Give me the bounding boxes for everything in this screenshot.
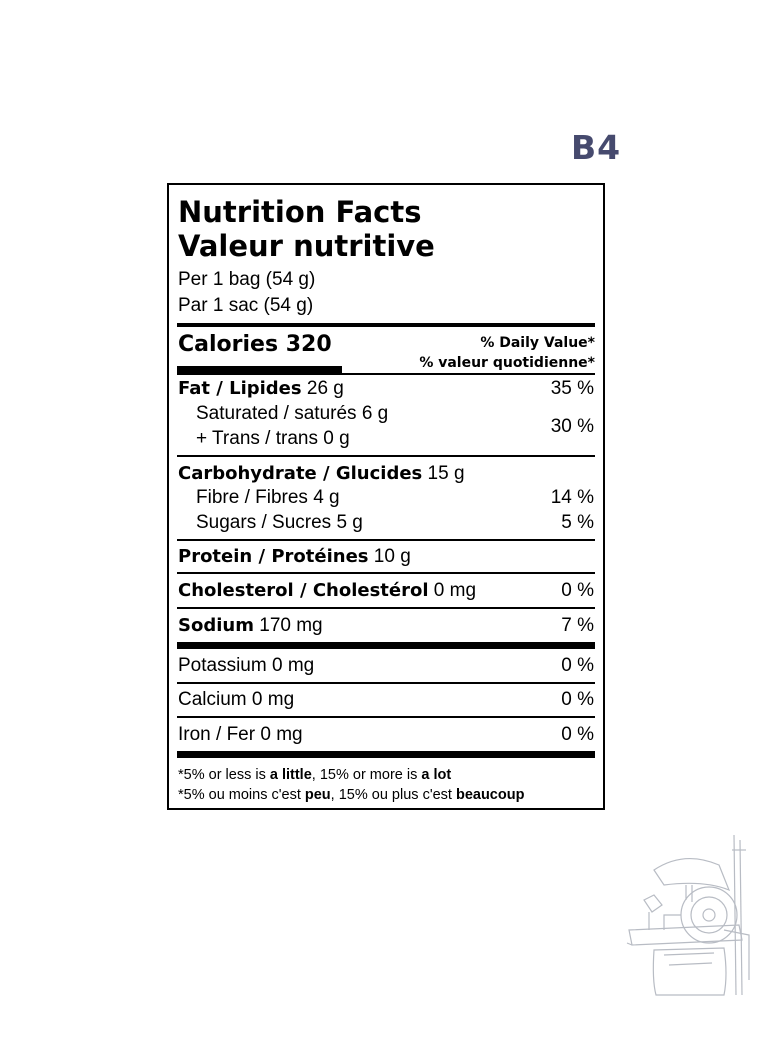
divider — [177, 607, 595, 609]
calories-value: 320 — [285, 332, 332, 357]
nutrition-facts-table — [167, 183, 605, 810]
sugars-label: Sugars / Sucres 5 g — [196, 512, 363, 533]
protein-amount: 10 g — [368, 546, 411, 567]
protein-label: Protein / Protéines — [178, 546, 369, 567]
fat-label: Fat / Lipides — [178, 378, 302, 399]
serving-size-french: Par 1 sac (54 g) — [178, 295, 314, 316]
saturated-trans-dv: 30 % — [550, 416, 594, 437]
sodium-amount: 170 mg — [253, 615, 323, 636]
title-french: Valeur nutritive — [178, 229, 435, 263]
fat-dv: 35 % — [550, 378, 594, 399]
potassium-row — [177, 655, 595, 681]
sodium-dv: 7 % — [561, 615, 594, 636]
iron-dv: 0 % — [561, 724, 594, 745]
title-english: Nutrition Facts — [178, 195, 422, 229]
footnote — [178, 765, 524, 805]
fibre-row — [177, 487, 595, 513]
sugars-row — [177, 512, 595, 538]
cholesterol-row — [177, 580, 595, 606]
calcium-dv: 0 % — [561, 689, 594, 710]
potassium-dv: 0 % — [561, 655, 594, 676]
trans-label: + Trans / trans 0 g — [196, 428, 350, 449]
divider — [177, 323, 595, 327]
divider — [177, 682, 595, 684]
saturated-trans-dv-row — [177, 416, 595, 442]
potassium-label: Potassium 0 mg — [178, 655, 315, 676]
product-code: B4 — [571, 128, 622, 167]
fat-row — [177, 378, 595, 404]
sodium-label: Sodium — [178, 615, 254, 636]
divider — [177, 716, 595, 718]
footnote-french: *5% ou moins c'est peu, 15% ou plus c'est beaucoup — [178, 787, 525, 803]
coffee-roaster-sketch-icon — [624, 830, 754, 1000]
iron-label: Iron / Fer 0 mg — [178, 724, 303, 745]
sugars-dv: 5 % — [561, 512, 594, 533]
cholesterol-amount: 0 mg — [428, 580, 477, 601]
calories-label: Calories — [178, 332, 279, 357]
daily-value-header — [419, 333, 595, 373]
divider — [177, 751, 595, 758]
serving-size-english: Per 1 bag (54 g) — [178, 269, 316, 290]
divider — [177, 539, 595, 541]
divider — [177, 642, 595, 649]
iron-row — [177, 724, 595, 750]
calories-bar — [177, 366, 342, 373]
divider — [177, 572, 595, 574]
daily-value-english: % Daily Value* — [480, 335, 595, 351]
fibre-label: Fibre / Fibres 4 g — [196, 487, 340, 508]
carbohydrate-label: Carbohydrate / Glucides — [178, 463, 423, 484]
calories — [178, 332, 332, 357]
carbohydrate-amount: 15 g — [422, 463, 465, 484]
daily-value-french: % valeur quotidienne* — [419, 355, 595, 371]
carbohydrate-row — [177, 463, 595, 489]
saturated-label: Saturated / saturés 6 g — [196, 403, 389, 424]
fat-amount: 26 g — [301, 378, 344, 399]
fibre-dv: 14 % — [550, 487, 594, 508]
divider — [177, 455, 595, 457]
sodium-row — [177, 615, 595, 641]
cholesterol-dv: 0 % — [561, 580, 594, 601]
calcium-label: Calcium 0 mg — [178, 689, 295, 710]
divider — [177, 373, 595, 375]
footnote-english: *5% or less is a little, 15% or more is a lot — [178, 767, 452, 783]
cholesterol-label: Cholesterol / Cholestérol — [178, 580, 429, 601]
protein-row — [177, 546, 595, 572]
calcium-row — [177, 689, 595, 715]
